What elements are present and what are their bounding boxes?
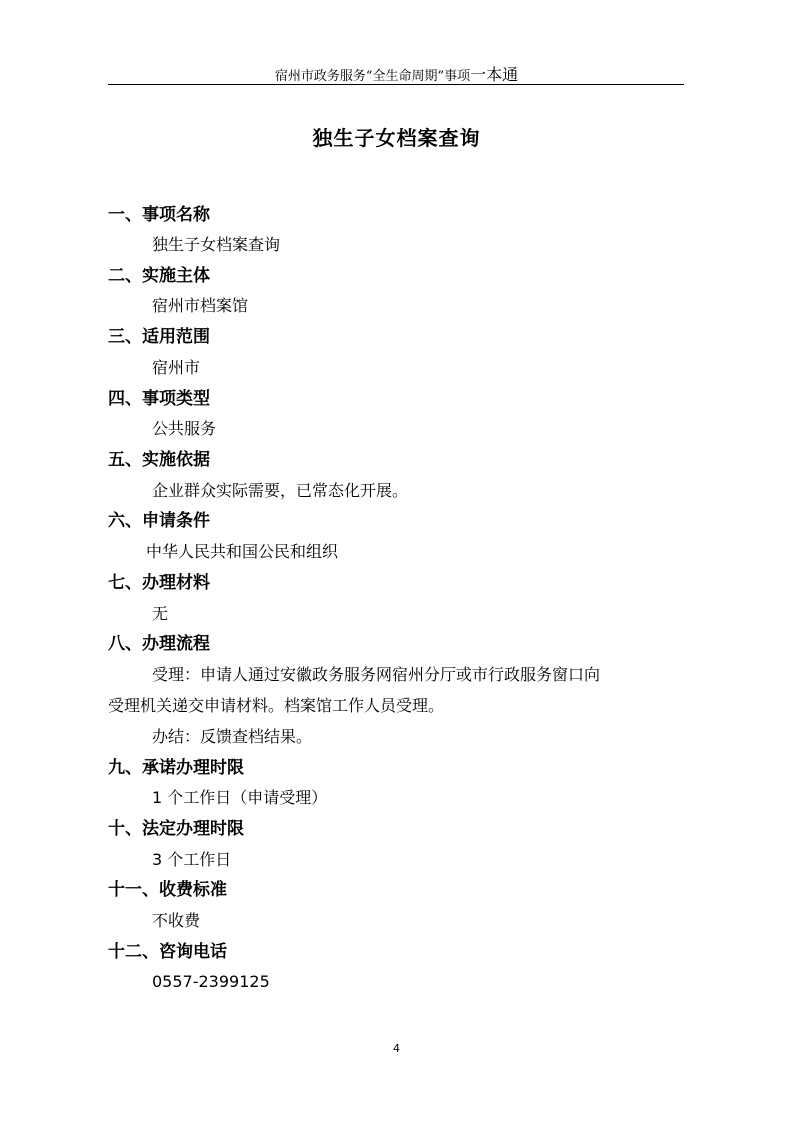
section-heading-12: 十二、咨询电话	[108, 942, 227, 962]
section-content-6: 中华人民共和国公民和组织	[146, 542, 339, 561]
section-heading-10: 十、法定办理时限	[108, 819, 244, 839]
document-title: 独生子女档案查询	[312, 126, 481, 150]
header-underline	[108, 84, 684, 85]
running-header	[0, 62, 793, 85]
section-content-3: 宿州市	[152, 358, 201, 377]
section-heading-6: 六、申请条件	[108, 511, 210, 531]
section-content-7: 无	[152, 604, 169, 623]
page-number: 4	[393, 1042, 400, 1055]
header-text: 宿州市政务服务“全生命周期”事项	[274, 69, 471, 84]
section-content-2: 宿州市档案馆	[152, 296, 249, 315]
section-content-11: 不收费	[152, 911, 201, 930]
section-content-10: 3 个工作日	[152, 850, 232, 869]
section-heading-2: 二、实施主体	[108, 266, 210, 286]
section-heading-8: 八、办理流程	[108, 634, 210, 654]
section-heading-5: 五、实施依据	[108, 450, 210, 470]
section-heading-7: 七、办理材料	[108, 573, 210, 593]
section-content-4: 公共服务	[152, 419, 217, 438]
section-content-8-line-2: 受理机关递交申请材料。档案馆工作人员受理。	[108, 696, 445, 715]
section-content-9: 1 个工作日（申请受理）	[152, 788, 328, 807]
section-content-8-line-3: 办结：反馈查档结果。	[152, 727, 313, 746]
section-content-5: 企业群众实际需要，已常态化开展。	[152, 481, 409, 500]
section-content-1: 独生子女档案查询	[152, 235, 281, 254]
header-text-tail: 一本通	[470, 65, 519, 84]
section-content-8-line-1: 受理：申请人通过安徽政务服务网宿州分厅或市行政服务窗口向	[152, 665, 601, 684]
section-heading-9: 九、承诺办理时限	[108, 758, 244, 778]
section-heading-3: 三、适用范围	[108, 327, 210, 347]
section-heading-1: 一、事项名称	[108, 205, 210, 225]
section-content-12: 0557-2399125	[152, 972, 270, 991]
section-heading-4: 四、事项类型	[108, 389, 210, 409]
section-heading-11: 十一、收费标准	[108, 880, 227, 900]
